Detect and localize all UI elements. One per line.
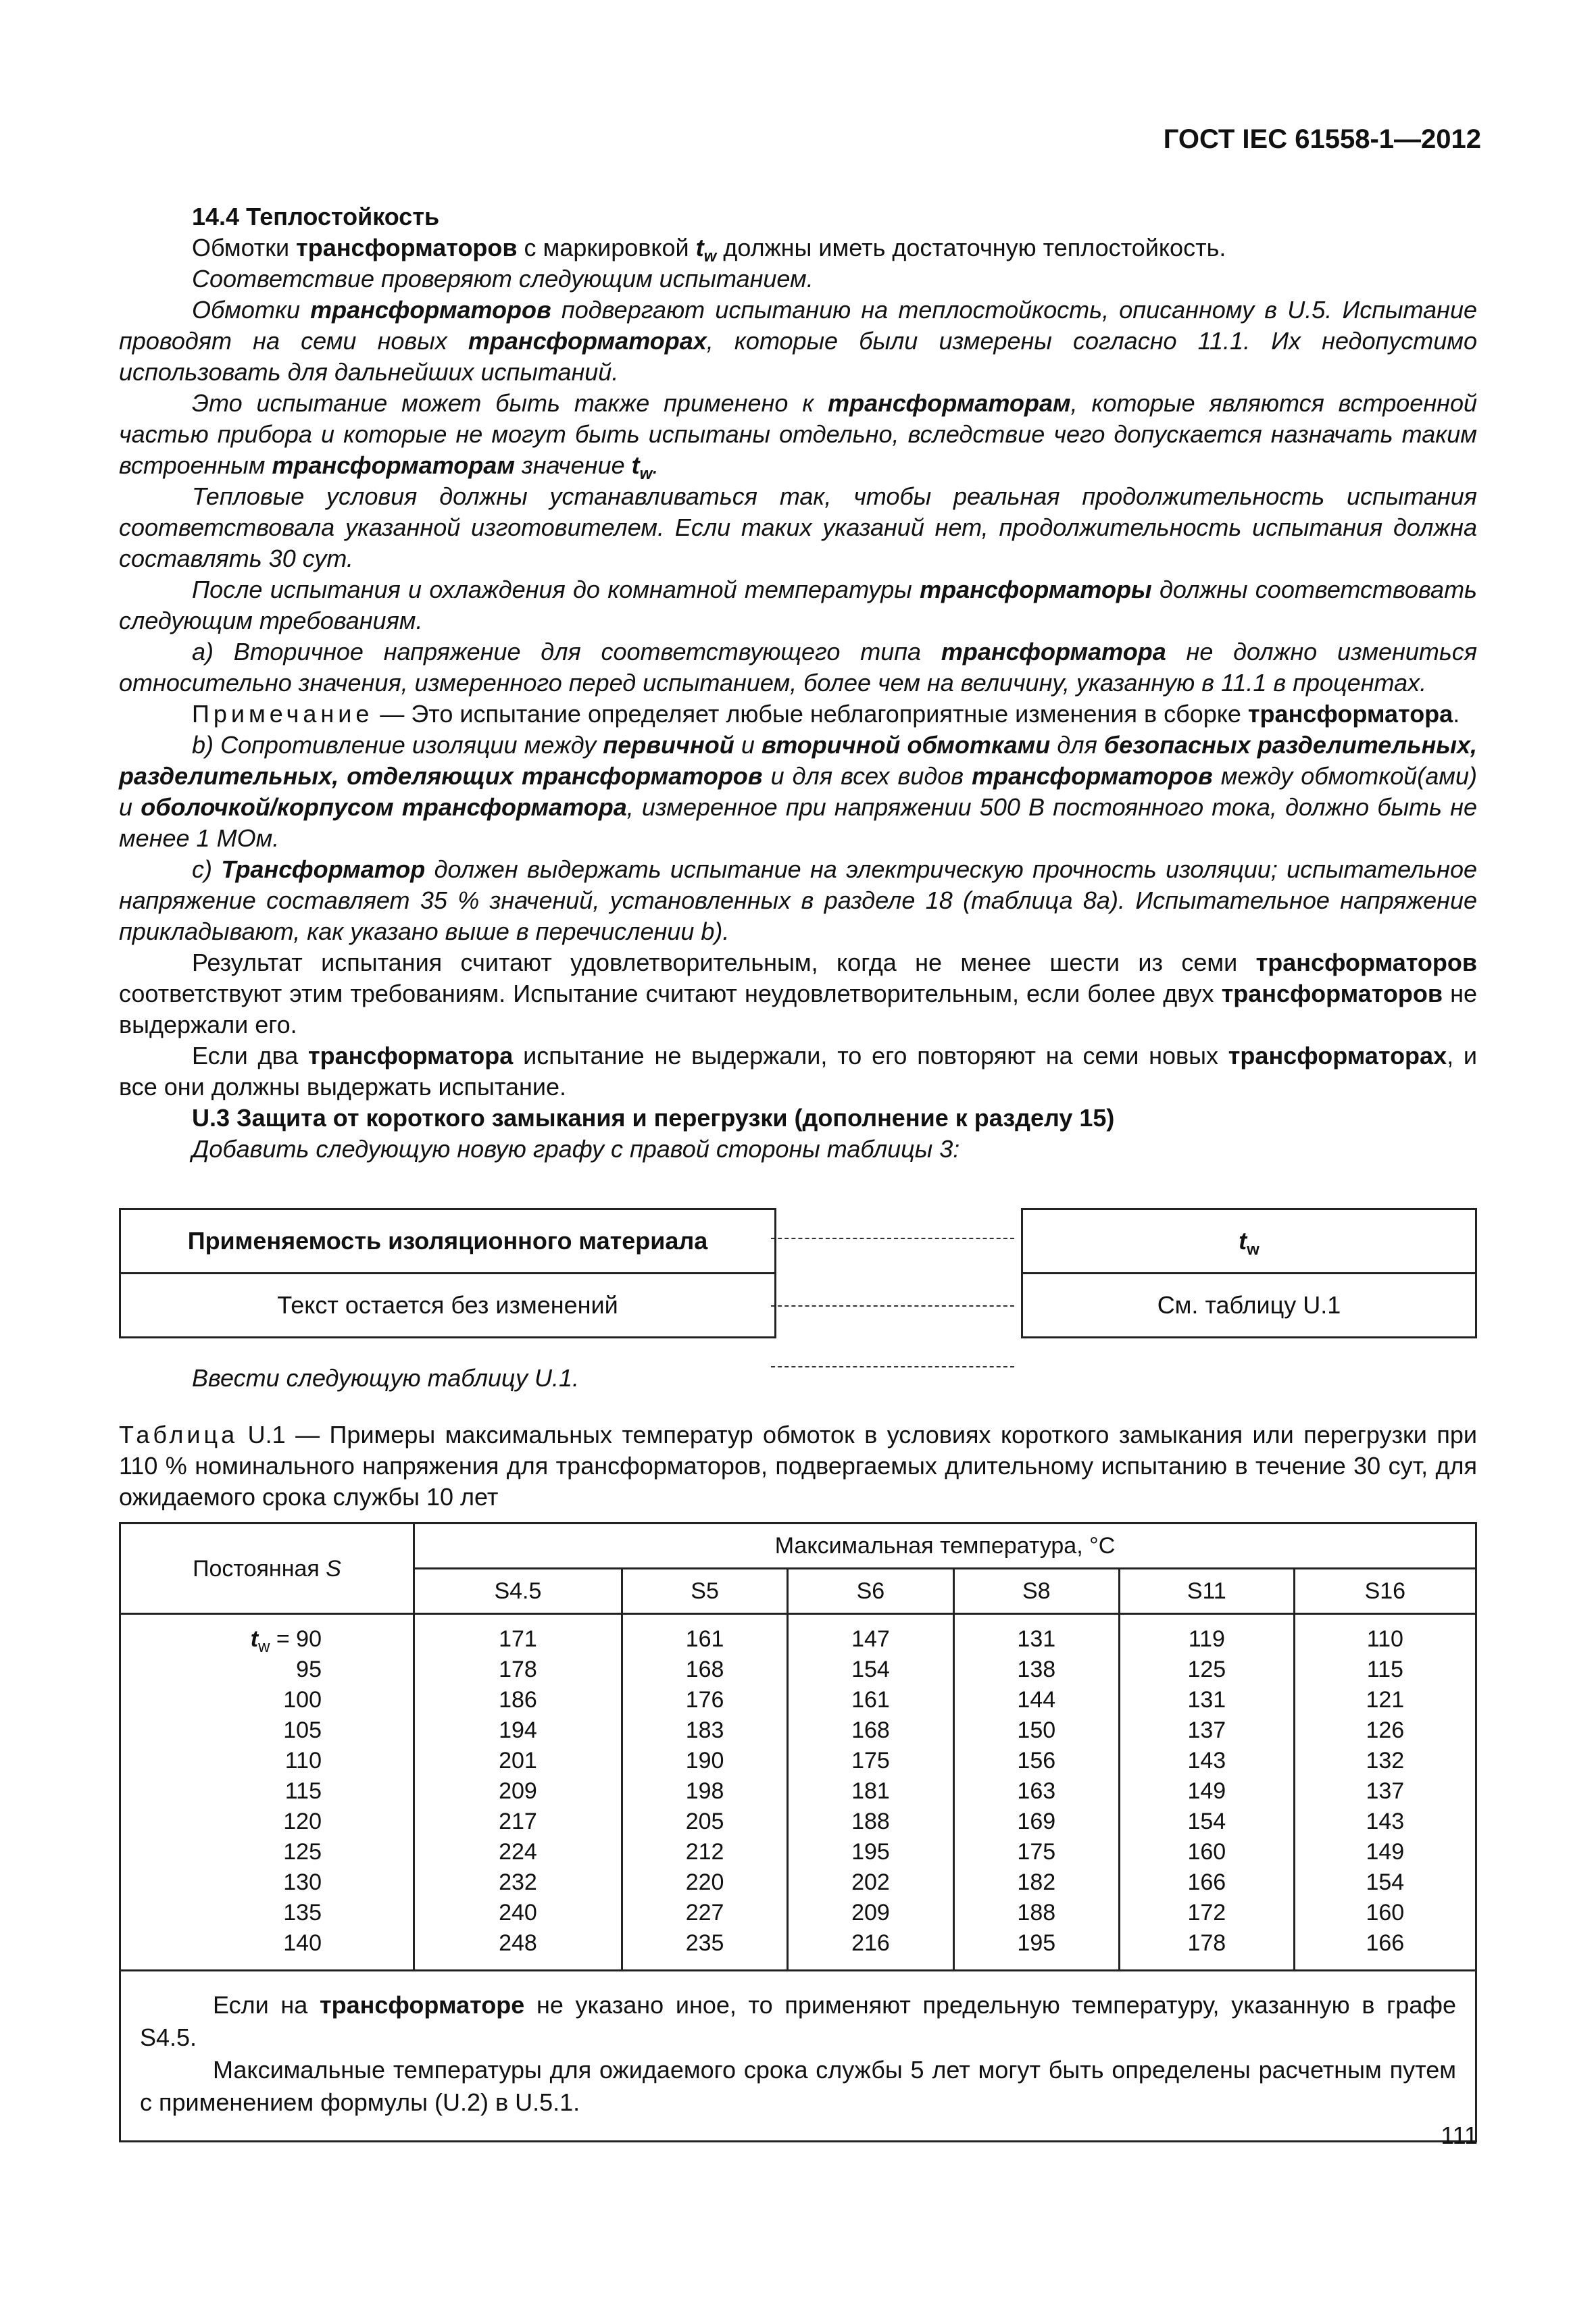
section-title-14-4: 14.4 Теплостойкость <box>192 203 440 230</box>
document-header: ГОСТ IEC 61558-1—2012 <box>1163 124 1481 154</box>
tw-value: 120 <box>283 1809 322 1834</box>
column-values-s4-5 <box>414 1614 622 1971</box>
table-cell: 171 <box>499 1626 537 1652</box>
table-cell: 160 <box>1366 1900 1405 1926</box>
table-cell: 144 <box>1017 1687 1056 1713</box>
table-cell: 149 <box>1366 1839 1405 1865</box>
table-cell: 150 <box>1017 1717 1056 1743</box>
table-cell: 131 <box>1017 1626 1056 1652</box>
table-cell: 119 <box>1188 1626 1225 1652</box>
column-header-s11: S11 <box>1119 1569 1294 1614</box>
table-header-cell: $t_w$ <box>1022 1209 1476 1274</box>
dashed-line <box>771 1366 1014 1367</box>
table-cell: 198 <box>685 1778 724 1804</box>
column-values-s11 <box>1119 1614 1294 1971</box>
table-cell: 195 <box>851 1839 890 1865</box>
paragraph: Соответствие проверяют следующим испытанием. <box>192 265 814 293</box>
table-cell: 138 <box>1017 1657 1056 1682</box>
paragraph-item-c: c) Трансформатор должен выдержать испытание на электрическую прочность изоляции; испытательное напряжение составляет 35 % значений, установленных в разделе 18 (таблица 8а). Испытательное напряжение прикладывают, как указано выше в перечислении b). <box>119 855 1477 945</box>
paragraph: Ввести следующую таблицу U.1. <box>192 1364 580 1392</box>
tw-value: 115 <box>284 1778 322 1804</box>
table-cell: 201 <box>499 1748 537 1774</box>
table-cell: 202 <box>851 1869 890 1895</box>
tw-symbol: $t_w$ <box>631 451 653 484</box>
table-gap-cell <box>776 1274 1022 1338</box>
paragraph: Результат испытания считают удовлетворительным, когда не менее шести из семи трансформаторов соответствуют этим требованиям. Испытание считают неудовлетворительным, если более двух трансформаторов не выдержали его. <box>119 949 1477 1038</box>
table-cell: 217 <box>499 1809 537 1834</box>
table-3-fragment <box>119 1208 1477 1338</box>
table-cell: 143 <box>1366 1809 1405 1834</box>
paragraph: Обмотки трансформаторов подвергают испытанию на теплостойкость, описанному в U.5. Испытание проводят на семи новых трансформаторах, которые были измерены согласно 11.1. Их недопустимо использовать для дальнейших испытаний. <box>119 296 1477 386</box>
table-gap-cell <box>776 1209 1022 1274</box>
table-cell: 175 <box>851 1748 890 1774</box>
table-cell: 137 <box>1187 1717 1226 1743</box>
table-cell: 131 <box>1187 1687 1226 1713</box>
table-cell: 181 <box>851 1778 890 1804</box>
tw-value: 135 <box>283 1900 322 1926</box>
paragraph: Тепловые условия должны устанавливаться так, чтобы реальная продолжительность испытания соответствовала указанной изготовителем. Если таких указаний нет, продолжительность испытания должна составлять 30 сут. <box>119 482 1477 572</box>
column-values-s5 <box>622 1614 787 1971</box>
section-title-u3: U.3 Защита от короткого замыкания и перегрузки (дополнение к разделу 15) <box>192 1104 1115 1132</box>
tw-symbol: $t_w$ <box>695 234 717 266</box>
table-cell: 209 <box>851 1900 890 1926</box>
table-cell: 232 <box>499 1869 537 1895</box>
table-cell: 190 <box>685 1748 724 1774</box>
column-header-s6: S6 <box>788 1569 953 1614</box>
table-cell: 235 <box>685 1930 724 1956</box>
table-cell: 154 <box>851 1657 890 1682</box>
table-cell: 182 <box>1017 1869 1056 1895</box>
tw-column: $t_w = 90$ 95 100 105 110 115 120 125 130 135 140 <box>120 1614 414 1971</box>
table-cell: 163 <box>1017 1778 1056 1804</box>
table-cell: 166 <box>1187 1869 1226 1895</box>
column-header-s4-5: S4.5 <box>414 1569 622 1614</box>
table-cell: 205 <box>685 1809 724 1834</box>
table-cell: 125 <box>1187 1657 1226 1682</box>
table-cell: 224 <box>499 1839 537 1865</box>
table-cell: 209 <box>499 1778 537 1804</box>
table-cell: 216 <box>851 1930 890 1956</box>
table-cell: 240 <box>499 1900 537 1926</box>
table-cell: 248 <box>499 1930 537 1956</box>
table-3-fragment-wrap <box>119 1208 1477 1338</box>
paragraph: Если два трансформатора испытание не выдержали, то его повторяют на семи новых трансформаторах, и все они должны выдержать испытание. <box>119 1042 1477 1101</box>
table-header-cell: Максимальная температура, °C <box>414 1524 1476 1569</box>
table-cell: 147 <box>851 1626 890 1652</box>
table-cell: 137 <box>1366 1778 1405 1804</box>
column-header-s16: S16 <box>1294 1569 1476 1614</box>
table-cell: 183 <box>685 1717 724 1743</box>
table-cell: 154 <box>1366 1869 1405 1895</box>
table-cell: 160 <box>1187 1839 1226 1865</box>
paragraph-item-b: b) Сопротивление изоляции между первичной и вторичной обмотками для безопасных разделительных, разделительных, отделяющих трансформаторов и для всех видов трансформаторов между обмоткой(ами) и оболочкой/корпусом трансформатора, измеренное при напряжении 500 В постоянного тока, должно быть не менее 1 МОм. <box>119 731 1477 852</box>
table-cell: Текст остается без изменений <box>120 1274 776 1338</box>
table-cell: 110 <box>1366 1626 1403 1652</box>
table-cell: 161 <box>851 1687 890 1713</box>
table-header-cell: Постоянная S <box>120 1524 414 1614</box>
table-cell: 168 <box>685 1657 724 1682</box>
table-cell: 175 <box>1017 1839 1056 1865</box>
table-cell: 168 <box>851 1717 890 1743</box>
column-values-s6 <box>788 1614 953 1971</box>
paragraph: После испытания и охлаждения до комнатной температуры трансформаторы должны соответствовать следующим требованиям. <box>119 576 1477 634</box>
table-cell: 143 <box>1187 1748 1226 1774</box>
tw-value: 105 <box>283 1717 322 1743</box>
paragraph: Это испытание может быть также применено к трансформаторам, которые являются встроенной частью прибора и которые не могут быть испытаны отдельно, вследствие чего допускается назначать таким встроенным трансформаторам значение $t_w$. <box>119 389 1477 484</box>
column-values-s8 <box>953 1614 1119 1971</box>
tw-value: 140 <box>283 1930 322 1956</box>
table-cell: 154 <box>1187 1809 1226 1834</box>
tw-value: 125 <box>283 1839 322 1865</box>
table-header-cell: Применяемость изоляционного материала <box>120 1209 776 1274</box>
paragraph: Обмотки трансформаторов с маркировкой $t_w$ должны иметь достаточную теплостойкость. <box>192 234 1226 266</box>
page-number: 111 <box>1441 2121 1478 2149</box>
table-cell: 166 <box>1366 1930 1405 1956</box>
table-cell: 227 <box>685 1900 724 1926</box>
column-header-s8: S8 <box>953 1569 1119 1614</box>
tw-value: 130 <box>283 1869 322 1895</box>
table-cell: 188 <box>1017 1900 1056 1926</box>
column-header-s5: S5 <box>622 1569 787 1614</box>
table-cell: 188 <box>851 1809 890 1834</box>
paragraph: Добавить следующую новую графу с правой стороны таблицы 3: <box>192 1135 960 1163</box>
table-cell: 161 <box>685 1626 724 1652</box>
tw-value: 95 <box>296 1657 322 1682</box>
table-cell: 132 <box>1366 1748 1405 1774</box>
note: Примечание — Это испытание определяет любые неблагоприятные изменения в сборке трансформатора. <box>192 700 1460 728</box>
tw-value: 100 <box>283 1687 322 1713</box>
table-cell: 212 <box>685 1839 724 1865</box>
table-cell: См. таблицу U.1 <box>1022 1274 1476 1338</box>
table-cell: 178 <box>499 1657 537 1682</box>
paragraph-item-a: a) Вторичное напряжение для соответствующего типа трансформатора не должно измениться относительно значения, измеренного перед испытанием, более чем на величину, указанную в 11.1 в процентах. <box>119 638 1478 697</box>
table-cell: 156 <box>1017 1748 1056 1774</box>
table-cell: 194 <box>499 1717 537 1743</box>
table-cell: 172 <box>1187 1900 1226 1926</box>
table-cell: 178 <box>1187 1930 1226 1956</box>
page-content <box>119 201 1477 2142</box>
column-values-s16 <box>1294 1614 1476 1971</box>
table-note: Если на трансформаторе не указано иное, то применяют предельную температуру, указанную в графе S4.5. Максимальные температуры для ожидаемого срока службы 5 лет могут быть определены расчетным путем с применением формулы (U.2) в U.5.1. <box>120 1971 1476 2142</box>
tw-value: 110 <box>284 1748 322 1774</box>
table-cell: 195 <box>1017 1930 1056 1956</box>
table-cell: 115 <box>1366 1657 1403 1682</box>
table-cell: 186 <box>499 1687 537 1713</box>
table-cell: 121 <box>1366 1687 1405 1713</box>
table-cell: 149 <box>1187 1778 1226 1804</box>
table-cell: 176 <box>685 1687 724 1713</box>
table-cell: 169 <box>1017 1809 1056 1834</box>
table-caption: Таблица U.1 — Примеры максимальных температур обмоток в условиях короткого замыкания или перегрузки при 110 % номинального напряжения для трансформаторов, подвергаемых длительному испытанию в течение 30 сут, для ожидаемого срока службы 10 лет <box>119 1421 1477 1511</box>
table-cell: 220 <box>685 1869 724 1895</box>
table-u1 <box>119 1522 1477 2142</box>
table-cell: 126 <box>1366 1717 1405 1743</box>
